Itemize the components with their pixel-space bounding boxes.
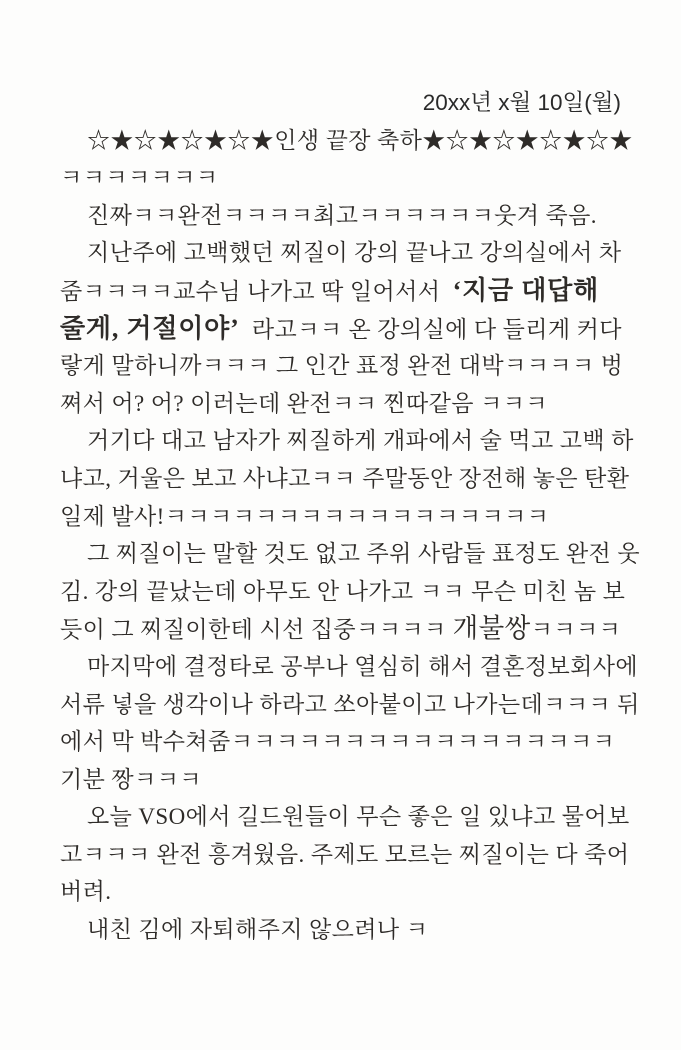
text-line (60, 610, 621, 648)
text-line (60, 911, 621, 949)
text-line (60, 460, 630, 498)
text-segment: 에서 막 박수쳐줌ㅋㅋㅋㅋㅋㅋㅋㅋㅋㅋㅋㅋㅋㅋㅋㅋㅋ (60, 729, 616, 755)
quote-emphasis-text: ‘지금 대답해 (452, 275, 599, 305)
text-segment: 거기다 대고 남자가 찌질하게 개파에서 술 먹고 고백 하 (87, 428, 634, 454)
text-segment: 진짜ㅋㅋ완전ㅋㅋㅋㅋ최고ㅋㅋㅋㅋㅋㅋ웃겨 죽음. (87, 202, 597, 228)
text-line (60, 422, 634, 460)
text-line (60, 535, 640, 573)
text-segment: 쪄서 어? 어? 이러는데 완전ㅋㅋ 찐따같음 ㅋㅋㅋ (60, 390, 548, 416)
text-segment: 마지막에 결정타로 공부나 열심히 해서 결혼정보회사에 (87, 653, 638, 679)
text-segment: ㅋㅋㅋㅋ (530, 617, 622, 643)
date-text: 20xx년 x월 10일(월) (422, 90, 621, 115)
text-line (60, 159, 621, 197)
text-segment: 지난주에 고백했던 찌질이 강의 끝나고 강의실에서 차 (87, 240, 622, 266)
text-line (60, 723, 621, 761)
text-segment: 그 찌질이는 말할 것도 없고 주위 사람들 표정도 완전 웃 (87, 541, 640, 567)
text-segment: 냐고, 거울은 보고 사냐고ㅋㅋ 주말동안 장전해 놓은 탄환 (60, 465, 630, 491)
text-segment: 고ㅋㅋㅋ 완전 흥겨웠음. 주제도 모르는 찌질이는 다 죽어 (60, 841, 630, 867)
text-line (60, 197, 621, 235)
text-segment: 내친 김에 자퇴해주지 않으려나 ㅋ (87, 917, 429, 943)
text-line (60, 836, 630, 874)
text-segment: 오늘 VSO에서 길드원들이 무슨 좋은 일 있냐고 물어보 (87, 804, 630, 830)
text-segment: 일제 발사!ㅋㅋㅋㅋㅋㅋㅋㅋㅋㅋㅋㅋㅋㅋㅋㅋㅋ (60, 503, 550, 529)
text-segment: ☆★☆★☆★☆★인생 끝장 축하★☆★☆★☆★☆★ (87, 127, 633, 153)
text-segment: 서류 넣을 생각이나 하라고 쏘아붙이고 나가는데ㅋㅋㅋ 뒤 (60, 691, 640, 717)
text-segment: 랗게 말하니까ㅋㅋㅋ 그 인간 표정 완전 대박ㅋㅋㅋㅋ 벙 (60, 353, 624, 379)
date-line (60, 84, 621, 122)
text-line (60, 573, 626, 611)
text-line (60, 498, 621, 536)
text-line (60, 347, 624, 385)
text-segment: 김. 강의 끝났는데 아무도 안 나가고 ㅋㅋ 무슨 미친 놈 보 (60, 578, 626, 604)
text-line (60, 761, 621, 799)
text-line (60, 272, 621, 310)
text-line (60, 873, 621, 911)
diary-body (60, 84, 640, 949)
text-line (60, 798, 630, 836)
text-segment: 버려. (60, 879, 112, 905)
text-segment: 기분 짱ㅋㅋㅋ (60, 766, 202, 792)
banner-line (60, 122, 633, 160)
quote-emphasis-text: 줄게, 거절이야’ (60, 313, 240, 343)
text-segment: 줌ㅋㅋㅋㅋ교수님 나가고 딱 일어서서 (60, 278, 453, 304)
text-segment: 라고ㅋㅋ 온 강의실에 다 들리게 커다 (239, 316, 622, 342)
text-line (60, 310, 621, 348)
text-line (60, 686, 640, 724)
large-emphasis-text: 개불쌍 (452, 613, 531, 644)
text-segment: ㅋㅋㅋㅋㅋㅋㅋ (60, 165, 219, 191)
text-segment: 듯이 그 찌질이한테 시선 집중ㅋㅋㅋㅋ (60, 617, 453, 643)
text-line (60, 648, 638, 686)
text-line (60, 385, 621, 423)
text-line (60, 234, 621, 272)
